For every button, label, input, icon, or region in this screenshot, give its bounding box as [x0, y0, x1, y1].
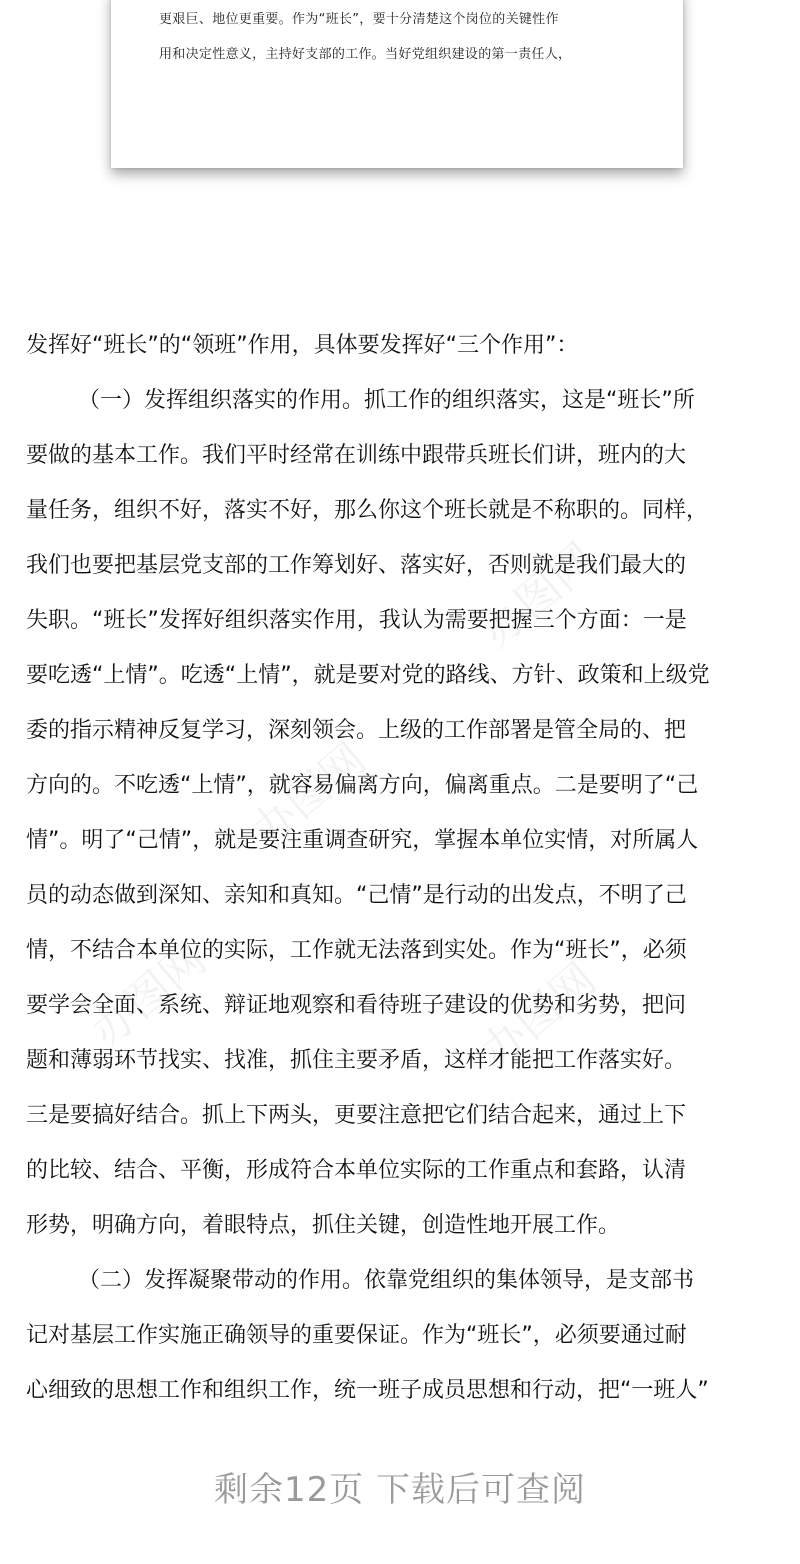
text-line: 三是要搞好结合。抓上下两头，更要注意把它们结合起来，通过上下 — [26, 1103, 687, 1128]
text-line: 方向的。不吃透“上情”，就容易偏离方向，偏离重点。二是要明了“己 — [26, 773, 699, 798]
text-line: 的比较、结合、平衡，形成符合本单位实际的工作重点和套路，认清 — [26, 1158, 687, 1183]
text-line: 题和薄弱环节找实、找准，抓住主要矛盾，这样才能把工作落实好。 — [26, 1048, 687, 1073]
text-line: 形势，明确方向，着眼特点，抓住关键，创造性地开展工作。 — [26, 1213, 621, 1238]
text-line: 要学会全面、系统、辩证地观察和看待班子建设的优势和劣势，把问 — [26, 993, 687, 1018]
remaining-pages-notice[interactable]: 剩余12页 下载后可查阅 — [213, 1470, 587, 1510]
watermark: 办图网 — [471, 953, 606, 1078]
text-line: 要吃透“上情”。吃透“上情”，就是要对党的路线、方针、政策和上级党 — [26, 663, 710, 688]
text-line: 失职。“班长”发挥好组织落实作用，我认为需要把握三个方面：一是 — [26, 608, 687, 633]
preview-text-line: 用和决定性意义，主持好支部的工作。当好党组织建设的第一责任人， — [159, 47, 572, 62]
text-line: 发挥好“班长”的“领班”作用，具体要发挥好“三个作用”： — [26, 333, 579, 358]
text-line: 委的指示精神反复学习，深刻领会。上级的工作部署是管全局的、把 — [26, 718, 687, 743]
text-line: （一）发挥组织落实的作用。抓工作的组织落实，这是“班长”所 — [78, 388, 695, 413]
text-line: 心细致的思想工作和组织工作，统一班子成员思想和行动，把“一班人” — [26, 1378, 709, 1403]
text-line: 要做的基本工作。我们平时经常在训练中跟带兵班长们讲，班内的大 — [26, 443, 687, 468]
watermark: 办图网 — [241, 733, 376, 858]
preview-text-line: 更艰巨、地位更重要。作为“班长”，要十分清楚这个岗位的关键性作 — [159, 12, 559, 27]
text-line: 员的动态做到深知、亲知和真知。“己情”是行动的出发点，不明了己 — [26, 883, 687, 908]
text-line: 记对基层工作实施正确领导的重要保证。作为“班长”，必须要通过耐 — [26, 1323, 687, 1348]
text-line: （二）发挥凝聚带动的作用。依靠党组织的集体领导，是支部书 — [78, 1268, 695, 1293]
text-line: 我们也要把基层党支部的工作筹划好、落实好，否则就是我们最大的 — [26, 553, 687, 578]
watermark: 办图网 — [471, 533, 606, 658]
watermark: 办图网 — [81, 933, 216, 1058]
text-line: 量任务，组织不好，落实不好，那么你这个班长就是不称职的。同样， — [26, 498, 709, 523]
text-line: 情，不结合本单位的实际，工作就无法落到实处。作为“班长”，必须 — [26, 938, 687, 963]
text-line: 情”。明了“己情”，就是要注重调查研究，掌握本单位实情，对所属人 — [26, 828, 699, 853]
document-preview-card — [111, 0, 683, 168]
